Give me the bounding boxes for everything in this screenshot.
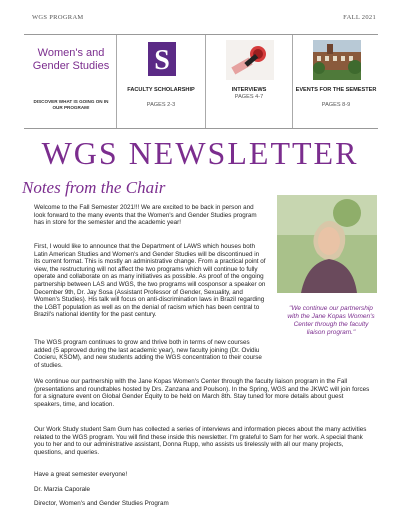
feature-pages: PAGES 2-3 xyxy=(146,102,176,108)
feature-pages: PAGES 4-7 xyxy=(234,94,264,100)
program-label: WGS PROGRAM xyxy=(32,14,84,21)
chair-portrait-photo xyxy=(277,195,377,293)
issue-label: FALL 2021 xyxy=(343,14,376,21)
paragraph-text: First, I would like to announce that the Department of LAWS which houses both Latin American Studies and Women's and Gender Studies will be discontinued in its current format. This is mostly an administrative change. From a practical point of view, the restructuring will not affect the two programs which will continue to fully operate and collaborate on as many initiatives as possible. As proof of the ongoing partnership between LAS and WGS, the two programs will cosponsor a speaker on December 9th, Dr. Jay Sosa (Assistant Professor of Gender, Sexuality, and Women's Studies). His talk will focus on anti-discrimination laws in Brazil regarding the LGBT population as well as on the denial of racism which has been central to Brazil's national identity for the past century. xyxy=(34,243,266,319)
feature-events[interactable] xyxy=(292,35,379,128)
program-title: Women's and Gender Studies xyxy=(32,47,110,72)
university-logo-icon xyxy=(138,40,186,80)
svg-text:S: S xyxy=(154,45,170,76)
campus-building-photo-icon xyxy=(313,40,361,80)
newsletter-masthead: WGS NEWSLETTER xyxy=(41,135,359,171)
feature-interviews[interactable] xyxy=(205,35,292,128)
feature-title: INTERVIEWS xyxy=(231,87,267,93)
program-tagline: DISCOVER WHAT IS GOING ON IN OUR PROGRAM! xyxy=(33,99,109,110)
paragraph-laws-department xyxy=(34,243,266,319)
feature-pages: PAGES 8-9 xyxy=(321,102,351,108)
microphone-icon xyxy=(226,40,274,80)
paragraph-work-study: Our Work Study student Sam Gum has collected a series of interviews and information pieces about the many activities related to the WGS program. You will find these inside this newsletter. I'm grateful to Sam for her work. A special thank you to her and to our administrative assistant, Donna Rupp, who assists us tirelessly with all our many projects, questions, and queries. xyxy=(34,426,367,456)
newsletter-header-box xyxy=(24,34,378,129)
section-title: Notes from the Chair xyxy=(22,178,166,197)
feature-title: FACULTY SCHOLARSHIP xyxy=(127,87,195,93)
signature-title: Director, Women's and Gender Studies Program xyxy=(34,500,169,507)
feature-faculty-scholarship[interactable] xyxy=(118,35,204,128)
pull-quote: "We continue our partnership with the Jane Kopas Women's Center through the faculty liaison program." xyxy=(287,305,375,336)
program-brand xyxy=(24,35,117,128)
paragraph-partnership: We continue our partnership with the Jane Kopas Women's Center through the faculty liaison program in the Fall (presentations and roundtables hosted by Drs. Zanzana and Poulson). In the Spring, WGS and the JKWC will join forces for a signature event on Global Gender Equity to be held on March 8th. Stay tuned for more details about guest speakers, time, and location. xyxy=(34,378,370,408)
paragraph-welcome: Welcome to the Fall Semester 2021!!! We are excited to be back in person and look forward to the many events that the Women's and Gender Studies program has in store for the semester and the academic year! xyxy=(34,204,257,227)
signature-name: Dr. Marzia Caporale xyxy=(34,486,90,493)
closing-line: Have a great semester everyone! xyxy=(34,471,128,478)
running-header xyxy=(24,14,376,26)
paragraph-program-growth: The WGS program continues to grow and thrive both in terms of new courses added (5 approved during the last academic year), new faculty joining (Dr. Ovidiu Cocieru, KSOM), and new students adding the WGS concentration to their course of studies. xyxy=(34,339,262,369)
feature-title: EVENTS FOR THE SEMESTER xyxy=(295,87,377,93)
